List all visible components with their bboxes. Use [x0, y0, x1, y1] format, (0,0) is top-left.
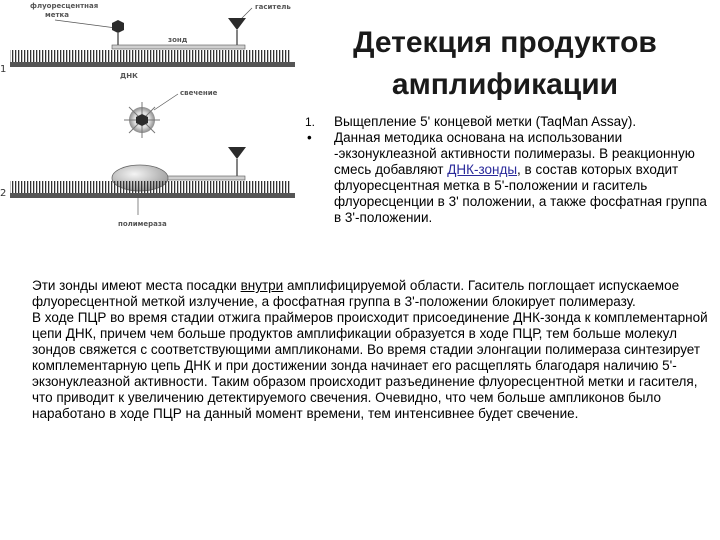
- fluor-tag-pointer: [55, 20, 116, 28]
- body-text: [32, 278, 712, 422]
- slide-title: [300, 22, 710, 106]
- body-paragraph-2: В ходе ПЦР во время стадии отжига праймеров происходит присоединение ДНК-зонда к комплементарной цепи ДНК, причем чем больше продуктов амплификации образуется в ходе ПЦР, тем больше молекул зондов свяжется с соответствующими ампликонами. Во время стадии элонгации полимераза синтезирует комплементарную цепь ДНК и при достижении зонда начинает его расщеплять благодаря наличию 5'-экзонуклеазной активности. Таким образом происходит разъединение флуоресцентной метки и гасителя, что приводит к увеличению детектируемого свечения. Очевидно, что чем больше ампликонов было наработано в ходе ПЦР на данный момент времени, тем интенсивнее будет свечение.: [32, 310, 708, 421]
- quencher-triangle: [228, 18, 246, 30]
- panel-number-2: 2: [0, 188, 7, 199]
- glow-starburst: [124, 102, 160, 138]
- list-item-1: [305, 114, 715, 130]
- list-item-2: [305, 130, 715, 226]
- taqman-diagram: [0, 0, 300, 270]
- quencher-triangle-2: [228, 147, 246, 159]
- body-p1-start: Эти зонды имеют места посадки: [32, 278, 241, 293]
- dna-strand-2: [10, 193, 295, 198]
- title-line-1: Детекция продуктов: [353, 26, 657, 59]
- probe-bar: [112, 45, 245, 49]
- list-item-2-text-b: , в состав которых входит флуоресцентная метка в 5'-положении и гаситель флуоресценции в 3' положении, а также фосфатная группа в 3'-положении.: [334, 162, 707, 225]
- list-item-1-text: Выщепление 5' концевой метки (TaqMan Assay).: [334, 114, 637, 129]
- list-item-2-text-a: Данная методика основана на использовании -экзонуклеазной активности полимеразы. В реакционную смесь добавляют: [334, 130, 695, 177]
- body-paragraph-1: [32, 278, 712, 310]
- polymerase-label: полимераза: [118, 220, 167, 228]
- title-line-2: амплификации: [391, 68, 619, 101]
- dna-teeth-1: [10, 50, 290, 62]
- dna-teeth-2: [10, 181, 290, 193]
- dna-probes-link[interactable]: ДНК-зонды: [447, 162, 518, 177]
- body-p1-end: амплифицируемой области. Гаситель поглощает испускаемое флуоресцентной меткой излучение, а фосфатная группа в 3'-положении блокирует полимеразу.: [32, 278, 680, 309]
- panel-number-1: 1: [0, 64, 7, 75]
- method-list: [305, 114, 715, 226]
- bullet-icon: •: [307, 130, 312, 145]
- fluor-tag-label-line1: флуоресцентная: [30, 2, 99, 10]
- body-p1-underlined: внутри: [240, 278, 284, 293]
- glow-label: свечение: [180, 89, 218, 97]
- fluor-tag-hexagon: [112, 20, 124, 33]
- probe-label: зонд: [168, 36, 188, 44]
- glow-pointer: [154, 94, 178, 110]
- fluor-tag-label-line2: метка: [45, 11, 70, 19]
- dna-strand-1: [10, 62, 295, 67]
- quencher-label: гаситель: [255, 3, 291, 11]
- list-item-number: 1.: [305, 115, 316, 129]
- dna-label: ДНК: [120, 72, 138, 80]
